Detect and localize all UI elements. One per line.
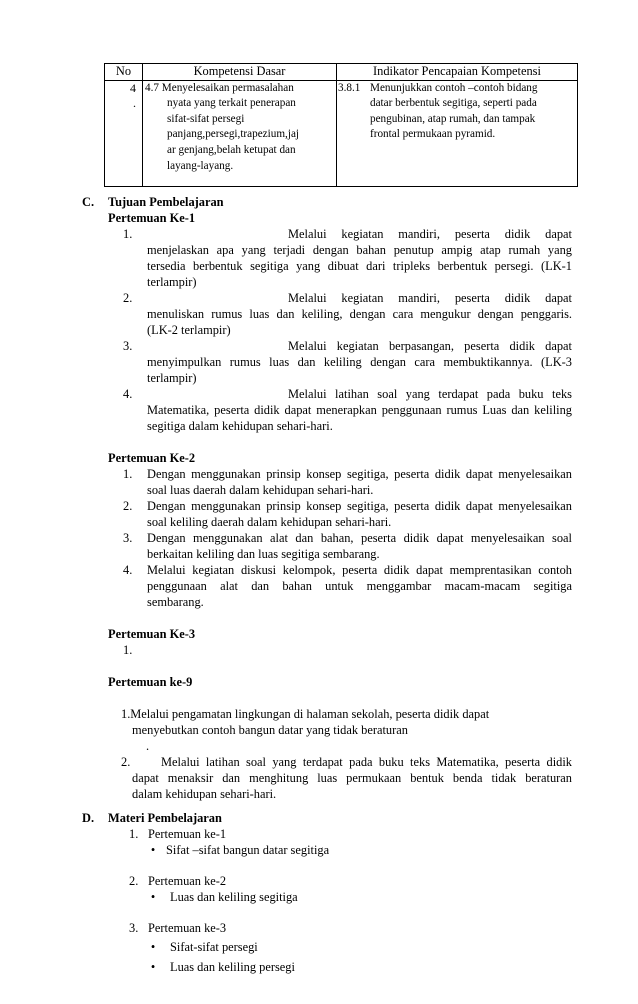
bullet-icon: • <box>150 940 156 954</box>
p2-title: Pertemuan Ke-2 <box>108 451 196 465</box>
p1-item4-first: Melalui latihan soal yang terdapat pada buku teks <box>288 387 572 401</box>
p1-item3-line1: menyimpulkan rumus luas dan keliling dengan cara membuktikannya. (LK-3 <box>147 355 572 369</box>
p2-item4-line1: Melalui kegiatan diskusi kelompok, peserta didik dapat memprentasikan contoh <box>147 563 572 577</box>
p9-item2-line1: Melalui latihan soal yang terdapat pada buku teks Matematika, peserta didik <box>161 755 572 769</box>
p9-item2-line2: dapat menaksir dan menghitung luas permukaan bentuk benda tidak beraturan <box>132 771 572 785</box>
p2-item3-last: berkaitan keliling dan luas segitiga sembarang. <box>147 547 380 561</box>
p2-item2-last: soal keliling daerah dalam kehidupan sehari-hari. <box>147 515 392 529</box>
d-item1-title: Pertemuan ke-1 <box>148 827 227 841</box>
section-d-label: D. <box>82 811 95 825</box>
p3-item1-num: 1. <box>123 643 133 657</box>
table-header-row <box>105 64 578 81</box>
p1-item2-line1: menuliskan rumus luas dan keliling, dengan cara mengukur dengan penggaris. <box>147 307 572 321</box>
p2-item4-last: sembarang. <box>147 595 204 609</box>
competency-table <box>104 63 578 187</box>
bullet-icon: • <box>150 843 156 857</box>
p2-item4-num: 4. <box>123 563 133 577</box>
cell-no: 4 . <box>105 80 143 186</box>
cell-kompetensi-dasar: 4.7 Menyelesaikan permasalahan nyata yang terkait penerapan sifat-sifat persegi panjang,persegi,trapezium,jaj ar genjang,belah ketupat dan layang-layang. <box>143 80 337 186</box>
list-item: • Sifat –sifat bangun datar segitiga <box>146 843 329 859</box>
d-item3-num: 3. <box>129 921 139 935</box>
p9-item1-line1: 1.Melalui pengamatan lingkungan di halaman sekolah, peserta didik dapat <box>121 707 490 721</box>
p1-item1-last: terlampir) <box>147 275 197 289</box>
list-item: • Luas dan keliling persegi <box>146 960 295 976</box>
p9-title: Pertemuan ke-9 <box>108 675 193 689</box>
header-indikator: Indikator Pencapaian Kompetensi <box>337 64 578 81</box>
d-item3-title: Pertemuan ke-3 <box>148 921 227 935</box>
p2-item2-num: 2. <box>123 499 133 513</box>
p1-item1-num: 1. <box>123 227 133 241</box>
section-c-title: Tujuan Pembelajaran <box>108 195 224 209</box>
p1-item1-line2: tersedia berbentuk segitiga yang dibuat dari tripleks berbentuk persegi. (LK-1 <box>147 259 572 273</box>
p2-item2-line1: Dengan menggunakan prinsip konsep segitiga, peserta didik dapat menyelesaikan <box>147 499 572 513</box>
bullet-icon: • <box>150 960 156 974</box>
d-item1-num: 1. <box>129 827 139 841</box>
p1-item2-last: (LK-2 terlampir) <box>147 323 231 337</box>
p2-item3-num: 3. <box>123 531 133 545</box>
header-no: No <box>105 64 143 81</box>
p2-item3-line1: Dengan menggunakan alat dan bahan, peserta didik dapat menyelesaikan soal <box>147 531 572 545</box>
p1-item4-num: 4. <box>123 387 133 401</box>
p2-item4-line2: penggunaan alat dan bahan untuk menggambar macam-macam segitiga <box>147 579 572 593</box>
p3-title: Pertemuan Ke-3 <box>108 627 196 641</box>
p1-title: Pertemuan Ke-1 <box>108 211 196 225</box>
p9-item2-line3: dalam kehidupan sehari-hari. <box>132 787 277 801</box>
p9-item2-num: 2. <box>121 755 131 769</box>
cell-indikator: 3.8.1 Menunjukkan contoh –contoh bidang datar berbentuk segitiga, seperti pada pengubinan, atap rumah, dan tampak frontal permukaan pyramid. <box>337 80 578 186</box>
p1-item3-last: terlampir) <box>147 371 197 385</box>
d-item2-title: Pertemuan ke-2 <box>148 874 227 888</box>
section-d-title: Materi Pembelajaran <box>108 811 222 825</box>
p1-item4-line1: Matematika, peserta didik dapat menerapkan penggunaan rumus Luas dan keliling <box>147 403 572 417</box>
list-item: • Sifat-sifat persegi <box>146 940 258 956</box>
table-row <box>105 80 578 186</box>
header-kompetensi-dasar: Kompetensi Dasar <box>143 64 337 81</box>
d-item2-num: 2. <box>129 874 139 888</box>
p9-item1-line3: . <box>146 739 150 753</box>
p2-item1-last: soal luas daerah dalam kehidupan sehari-hari. <box>147 483 374 497</box>
p1-item3-num: 3. <box>123 339 133 353</box>
p9-item1-line2: menyebutkan contoh bangun datar yang tidak beraturan <box>132 723 408 737</box>
p1-item2-num: 2. <box>123 291 133 305</box>
p2-item1-line1: Dengan menggunakan prinsip konsep segitiga, peserta didik dapat menyelesaikan <box>147 467 572 481</box>
p1-item4-last: segitiga dalam kehidupan sehari-hari. <box>147 419 333 433</box>
list-item: • Luas dan keliling segitiga <box>146 890 298 906</box>
p2-item1-num: 1. <box>123 467 133 481</box>
bullet-icon: • <box>150 890 156 904</box>
section-c-label: C. <box>82 195 95 209</box>
p1-item2-first: Melalui kegiatan mandiri, peserta didik dapat <box>288 291 572 305</box>
p1-item1-line1: menjelaskan apa yang terjadi dengan bahan penutup ampig atap rumah yang <box>147 243 572 257</box>
p1-item1-first: Melalui kegiatan mandiri, peserta didik dapat <box>288 227 572 241</box>
p1-item3-first: Melalui kegiatan berpasangan, peserta didik dapat <box>288 339 572 353</box>
